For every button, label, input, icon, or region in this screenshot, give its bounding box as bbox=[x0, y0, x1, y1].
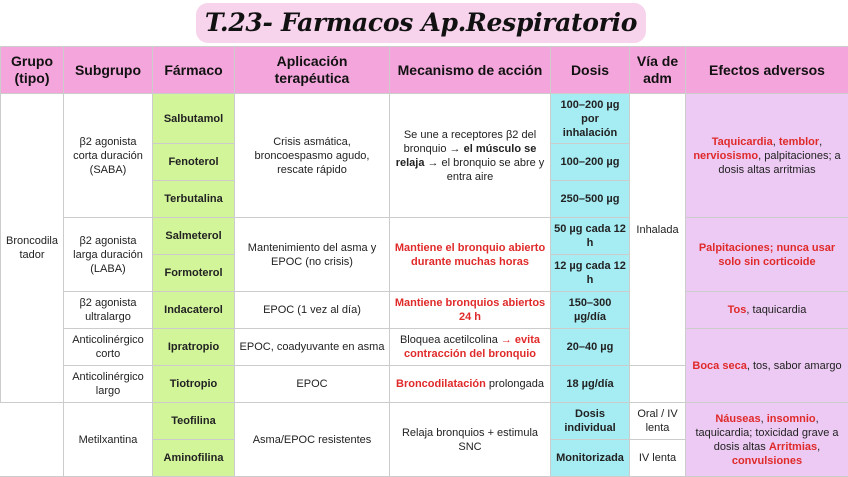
mecanismo-metilxantina: Relaja bronquios + estimula SNC bbox=[390, 403, 551, 477]
efectos-metilxantina bbox=[686, 403, 848, 477]
drug-indacaterol: Indacaterol bbox=[153, 292, 235, 329]
drug-formoterol: Formoterol bbox=[153, 255, 235, 292]
efecto-insomnio: insomnio bbox=[766, 412, 816, 425]
dose-indacaterol: 150–300 µg/día bbox=[551, 292, 630, 329]
aplicacion-saba: Crisis asmática, broncoespasmo agudo, rescate rápido bbox=[235, 94, 390, 218]
subgrupo-laba: β2 agonista larga duración (LABA) bbox=[64, 218, 153, 292]
drug-teofilina: Teofilina bbox=[153, 403, 235, 440]
aplicacion-metilxantina: Asma/EPOC resistentes bbox=[235, 403, 390, 477]
efecto-nerviosismo: nerviosismo bbox=[693, 149, 759, 162]
dose-salbutamol: 100–200 µg por inhalación bbox=[551, 94, 630, 144]
title-bar bbox=[0, 0, 848, 46]
mecanismo-anticolinergico-corto bbox=[390, 329, 551, 366]
table-row bbox=[1, 292, 848, 329]
mecanismo-saba bbox=[390, 94, 551, 218]
header-farmaco: Fármaco bbox=[153, 47, 235, 94]
efectos-laba: Palpitaciones; nunca usar solo sin corticoide bbox=[686, 218, 848, 292]
dose-salmeterol: 50 µg cada 12 h bbox=[551, 218, 630, 255]
mecanismo-broncodilatacion: Broncodilatación bbox=[396, 378, 486, 390]
dose-fenoterol: 100–200 µg bbox=[551, 144, 630, 181]
efecto-boca-seca: Boca seca bbox=[692, 359, 747, 372]
mecanismo-saba-part2: → el músculo se relaja bbox=[395, 142, 537, 169]
aplicacion-anticolinergico-corto: EPOC, coadyuvante en asma bbox=[235, 329, 390, 366]
drug-salmeterol: Salmeterol bbox=[153, 218, 235, 255]
efecto-sep: , bbox=[817, 440, 821, 453]
subgrupo-saba: β2 agonista corta duración (SABA) bbox=[64, 94, 153, 218]
subgrupo-anticolinergico-corto: Anticolinérgico corto bbox=[64, 329, 153, 366]
efecto-saba-rest: , palpitaciones; a dosis altas arritmias bbox=[718, 149, 841, 176]
via-inhalada: Inhalada bbox=[630, 94, 686, 366]
dose-formoterol: 12 µg cada 12 h bbox=[551, 255, 630, 292]
drug-fenoterol: Fenoterol bbox=[153, 144, 235, 181]
header-row bbox=[1, 47, 848, 94]
efectos-anticolinergicos bbox=[686, 329, 848, 403]
grupo-metilxantina-blank bbox=[1, 403, 64, 477]
efecto-sep: , bbox=[760, 412, 767, 425]
efectos-saba bbox=[686, 94, 848, 218]
aplicacion-anticolinergico-largo: EPOC bbox=[235, 366, 390, 403]
efecto-temblor: temblor bbox=[778, 135, 820, 148]
mecanismo-anti-part2: → evita contracción del bronquio bbox=[403, 334, 541, 360]
table-row bbox=[1, 94, 848, 144]
drug-tiotropio: Tiotropio bbox=[153, 366, 235, 403]
efecto-sep: , bbox=[819, 135, 823, 148]
header-aplicacion: Aplicación terapéutica bbox=[235, 47, 390, 94]
mecanismo-anti-part1: Bloquea acetilcolina bbox=[399, 334, 501, 346]
efecto-arritmias: Arritmias bbox=[768, 440, 818, 453]
mecanismo-saba-part1: Se une a receptores β2 del bronquio bbox=[403, 128, 537, 155]
efecto-taquicardia: Taquicardia bbox=[711, 135, 773, 148]
dose-teofilina: Dosis individual bbox=[551, 403, 630, 440]
dose-ipratropio: 20–40 µg bbox=[551, 329, 630, 366]
mecanismo-saba-part3: → el bronquio se abre y entra aire bbox=[424, 156, 545, 183]
aplicacion-ultralargo: EPOC (1 vez al día) bbox=[235, 292, 390, 329]
header-grupo: Grupo (tipo) bbox=[1, 47, 64, 94]
drug-aminofilina: Aminofilina bbox=[153, 440, 235, 477]
efecto-ultra-rest: , taquicardia bbox=[746, 304, 807, 316]
table-row bbox=[1, 218, 848, 255]
mecanismo-prolongada: prolongada bbox=[485, 378, 544, 390]
subgrupo-ultralargo: β2 agonista ultralargo bbox=[64, 292, 153, 329]
mecanismo-ultralargo: Mantiene bronquios abiertos 24 h bbox=[390, 292, 551, 329]
dose-terbutalina: 250–500 µg bbox=[551, 181, 630, 218]
header-efectos: Efectos adversos bbox=[686, 47, 848, 94]
subgrupo-anticolinergico-largo: Anticolinérgico largo bbox=[64, 366, 153, 403]
subgrupo-metilxantina: Metilxantina bbox=[64, 403, 153, 477]
efecto-metil-mid: , taquicardia; toxicidad grave a dosis altas bbox=[695, 412, 839, 453]
mecanismo-laba: Mantiene el bronquio abierto durante muchas horas bbox=[390, 218, 551, 292]
page-title: T.23- Farmacos Ap.Respiratorio bbox=[196, 3, 646, 43]
header-subgrupo: Subgrupo bbox=[64, 47, 153, 94]
dose-tiotropio: 18 µg/día bbox=[551, 366, 630, 403]
via-aminofilina: IV lenta bbox=[630, 440, 686, 477]
header-dosis: Dosis bbox=[551, 47, 630, 94]
grupo-broncodilatador: Broncodila tador bbox=[1, 94, 64, 403]
table-row bbox=[1, 403, 848, 440]
via-teofilina: Oral / IV lenta bbox=[630, 403, 686, 440]
efecto-anti-rest: , tos, sabor amargo bbox=[746, 359, 842, 372]
drug-table bbox=[0, 46, 848, 477]
efecto-tos: Tos bbox=[727, 304, 747, 316]
drug-ipratropio: Ipratropio bbox=[153, 329, 235, 366]
header-mecanismo: Mecanismo de acción bbox=[390, 47, 551, 94]
efecto-convulsiones: convulsiones bbox=[731, 454, 803, 467]
efectos-ultralargo bbox=[686, 292, 848, 329]
dose-aminofilina: Monitorizada bbox=[551, 440, 630, 477]
drug-terbutalina: Terbutalina bbox=[153, 181, 235, 218]
mecanismo-anticolinergico-largo bbox=[390, 366, 551, 403]
table-row bbox=[1, 329, 848, 366]
drug-salbutamol: Salbutamol bbox=[153, 94, 235, 144]
aplicacion-laba: Mantenimiento del asma y EPOC (no crisis) bbox=[235, 218, 390, 292]
header-via: Vía de adm bbox=[630, 47, 686, 94]
efecto-nauseas: Náuseas bbox=[715, 412, 761, 425]
efecto-sep: , bbox=[772, 135, 779, 148]
